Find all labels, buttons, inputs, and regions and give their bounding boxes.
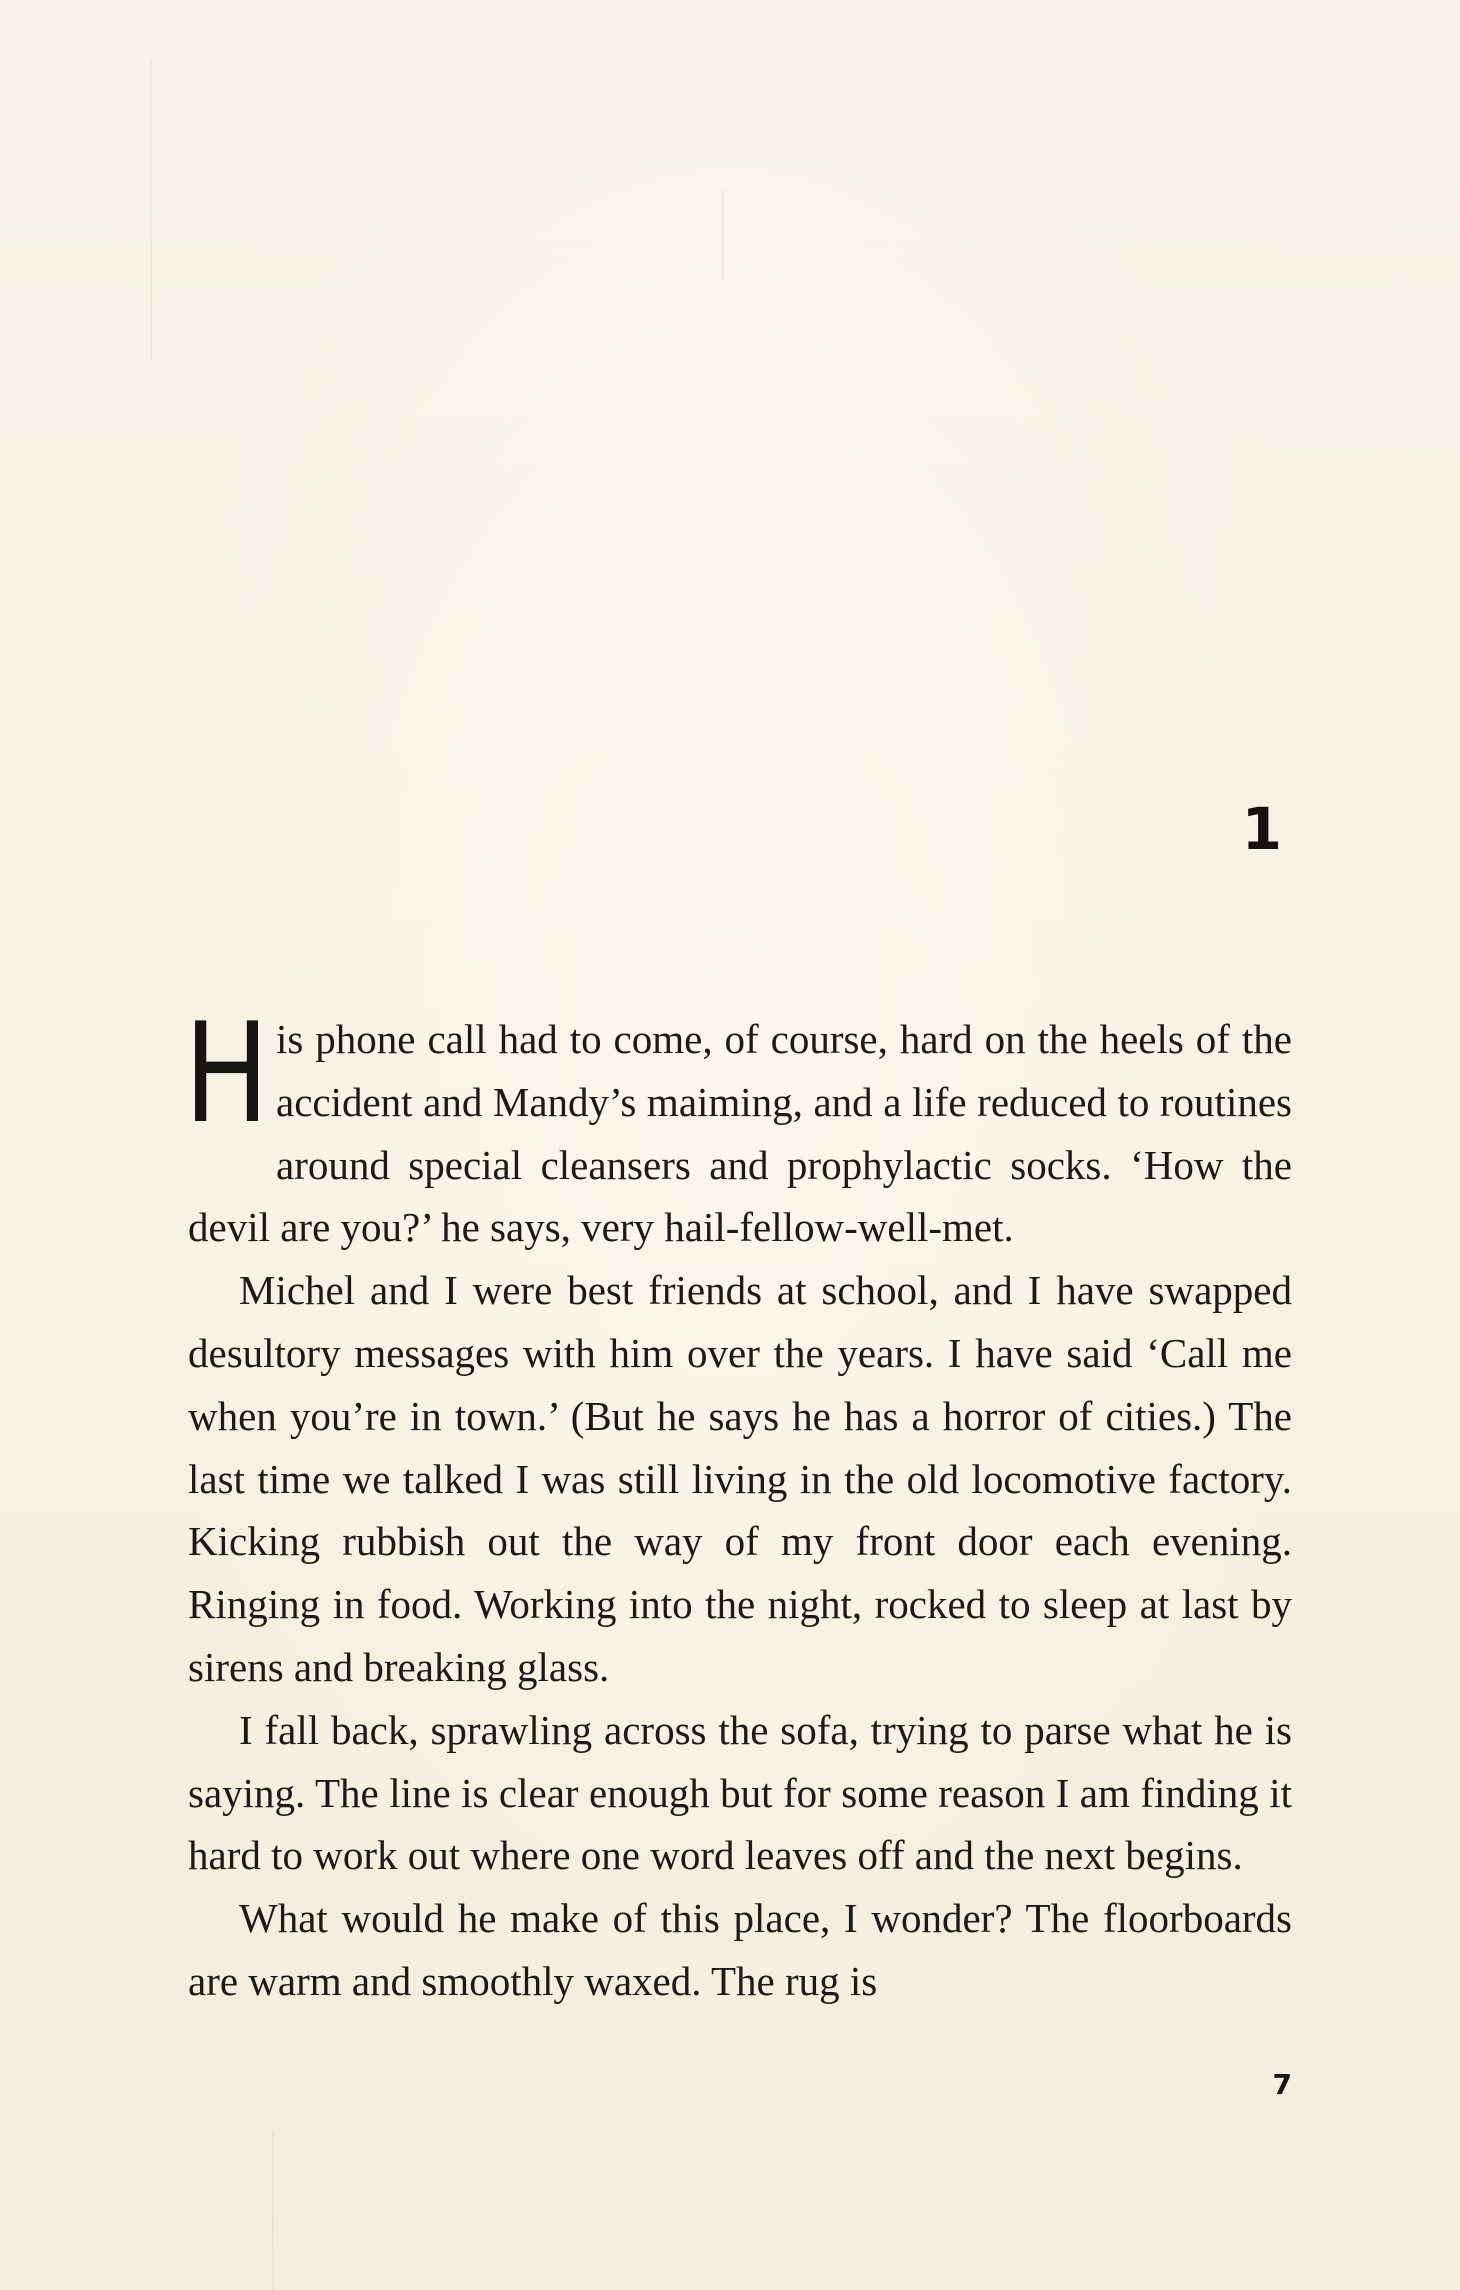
page-number: 7 xyxy=(1272,2068,1292,2101)
paragraph-3: I fall back, sprawling across the sofa, trying to parse what he is saying. The line is clear enough but for some reason I am finding it hard to work out where one word leaves off and the next begins. xyxy=(188,1706,1292,1879)
drop-cap: H xyxy=(184,993,270,1154)
page-crease xyxy=(150,60,152,360)
paragraph-4: What would he make of this place, I wonder? The floorboards are warm and smoothly waxed. The rug is xyxy=(188,1895,1292,2004)
paragraph-1-text: is phone call had to come, of course, hard on the heels of the accident and Mandy’s maiming, and a life reduced to routines around special cleansers and prophylactic socks. ‘How the devil are you?’ he says, very hail-fellow-well-met. xyxy=(188,1016,1292,1251)
paragraph-1 xyxy=(184,993,1292,1259)
paragraph-2: Michel and I were best friends at school, and I have swapped desultory messages with him over the years. I have said ‘Call me when you’re in town.’ (But he says he has a horror of cities.) The last time we talked I was still living in the old locomotive factory. Kicking rubbish out the way of my front door each evening. Ringing in food. Working into the night, rocked to sleep at last by sirens and breaking glass. xyxy=(188,1267,1292,1690)
chapter-number: 1 xyxy=(1241,795,1282,863)
page-crease xyxy=(272,2130,274,2290)
chapter-body-text xyxy=(184,993,1292,2013)
page-crease xyxy=(722,190,724,280)
